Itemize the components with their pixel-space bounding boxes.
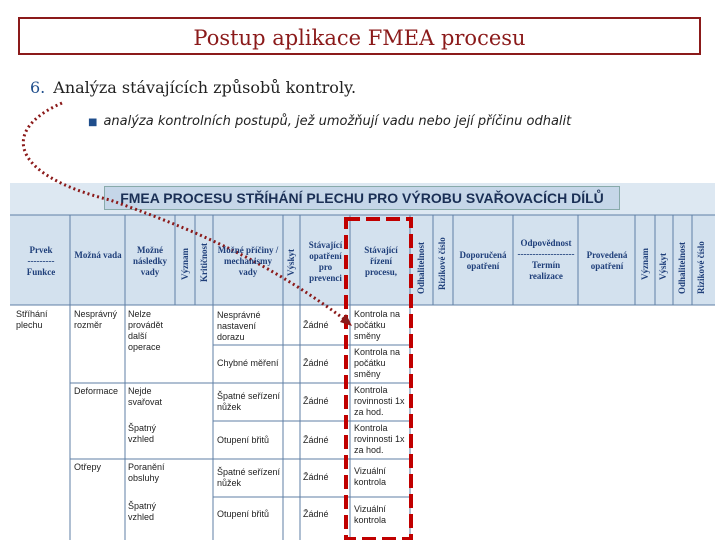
- cell-opatreni-5: Žádné: [303, 472, 329, 482]
- cell-rizeni-6: Vizuální kontrola: [354, 504, 387, 525]
- cell-prvek: Stříhání plechu: [16, 309, 48, 330]
- cell-nasledek-3: Špatný vzhled: [128, 423, 157, 444]
- cell-opatreni-1: Žádné: [303, 320, 329, 330]
- cell-rizeni-5: Vizuální kontrola: [354, 466, 387, 487]
- point-number: 6.: [30, 78, 46, 97]
- hdr-kriticnost: Kritičnost: [199, 243, 209, 282]
- hdr-provedena: Provedená opatření: [586, 250, 628, 271]
- cell-pricina-6: Otupení břitů: [217, 509, 270, 519]
- cell-rizeni-4: Kontrola rovinnosti 1x za hod.: [354, 423, 405, 455]
- cell-pricina-4: Otupení břitů: [217, 435, 270, 445]
- cell-rizeni-2: Kontrola na počátku směny: [354, 347, 401, 379]
- cell-vada-2: Deformace: [74, 386, 119, 396]
- hdr-rizikove2: Rizikové číslo: [696, 241, 706, 294]
- cell-opatreni-4: Žádné: [303, 435, 329, 445]
- hdr-opatreni: Stávající opatření pro prevenci: [308, 240, 343, 283]
- cell-vada-3: Otřepy: [74, 462, 102, 472]
- hdr-odhalitelnost2: Odhalitelnost: [677, 241, 687, 294]
- point-text: Analýza stávajících způsobů kontroly.: [53, 78, 357, 97]
- hdr-doporucena: Doporučená opatření: [459, 250, 507, 271]
- hdr-priciny: Možné příčiny / mechanismy vady: [217, 245, 279, 277]
- hdr-vyznam2: Význam: [640, 248, 650, 280]
- cell-nasledek-1: Nelze provádět další operace: [128, 309, 164, 352]
- cell-opatreni-6: Žádné: [303, 509, 329, 519]
- hdr-odpovednost: Odpovědnost ------------------- Termín realizace: [517, 238, 575, 281]
- cell-pricina-3: Špatné seřízení nůžek: [217, 391, 281, 412]
- cell-pricina-5: Špatné seřízení nůžek: [217, 467, 281, 488]
- square-bullet-icon: ■: [88, 117, 98, 128]
- hdr-vyskyt2: Výskyt: [658, 252, 668, 280]
- hdr-vyznam: Význam: [180, 248, 190, 280]
- hdr-rizeni: Stávající řízení procesu,: [364, 245, 398, 277]
- cell-rizeni-3: Kontrola rovinnosti 1x za hod.: [354, 385, 405, 417]
- hdr-odhalitelnost: Odhalitelnost: [416, 241, 426, 294]
- cell-opatreni-3: Žádné: [303, 396, 329, 406]
- cell-opatreni-2: Žádné: [303, 358, 329, 368]
- hdr-nasledky: Možné následky vady: [132, 245, 167, 277]
- hdr-vyskyt: Výskyt: [286, 248, 296, 276]
- cell-nasledek-5: Špatný vzhled: [128, 501, 157, 522]
- fmea-table-title: FMEA PROCESU STŘÍHÁNÍ PLECHU PRO VÝROBU SVAŘOVACÍCH DÍLŮ: [120, 190, 604, 206]
- cell-nasledek-4: Poranění obsluhy: [128, 462, 165, 483]
- cell-rizeni-1: Kontrola na počátku směny: [354, 309, 401, 341]
- hdr-prvek: Prvek --------- Funkce: [26, 245, 56, 277]
- hdr-mozna-vada: Možná vada: [74, 250, 122, 260]
- cell-pricina-2: Chybné měření: [217, 358, 279, 368]
- sub-point-text: analýza kontrolních postupů, jež umožňují vadu nebo její příčinu odhalit: [103, 114, 572, 129]
- cell-pricina-1: Nesprávné nastavení dorazu: [217, 310, 261, 342]
- slide-title: Postup aplikace FMEA procesu: [193, 26, 526, 50]
- hdr-rizikove: Rizikové číslo: [437, 237, 447, 290]
- cell-nasledek-2: Nejde svařovat: [128, 386, 163, 407]
- cell-vada-1: Nesprávný rozměr: [74, 309, 118, 330]
